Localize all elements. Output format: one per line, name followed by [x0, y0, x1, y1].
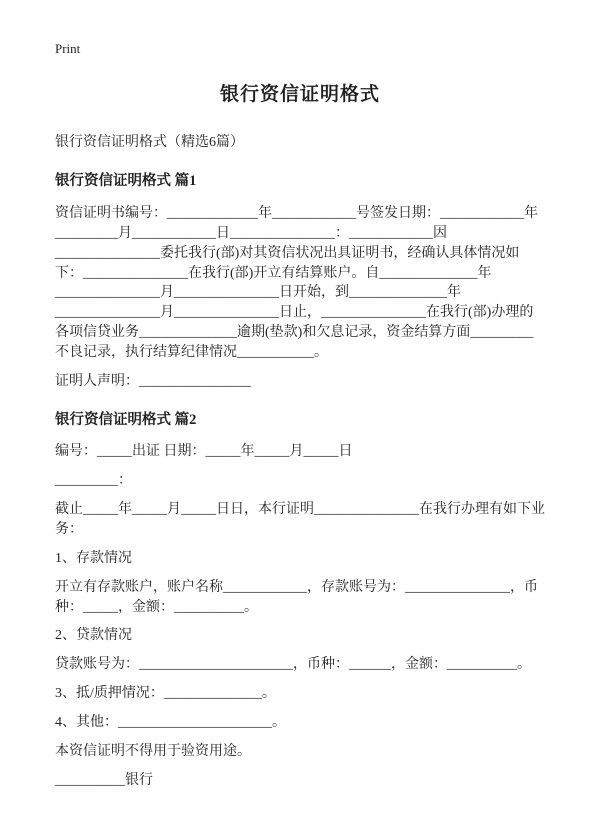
section-2-item-3-line: 3、抵/质押情况：______________。	[55, 686, 276, 702]
section-2-heading: 银行资信证明格式 篇2	[55, 411, 197, 428]
section-2-disclaimer-line: 本资信证明不得用于验资用途。	[55, 743, 251, 759]
section-2-item-1-heading: 1、存款情况	[55, 550, 132, 566]
section-2-blank-line: _________：	[55, 473, 132, 489]
section-2-deposit-detail-line: 开立有存款账户，账户名称____________，存款账号为：_______________，币种：_____，金额：__________。	[55, 579, 538, 615]
section-2-loan-detail-line: 贷款账号为：______________________，币种：______，金额：__________。	[55, 657, 531, 673]
section-2-item-2-heading: 2、贷款情况	[55, 628, 132, 644]
print-button[interactable]: Print	[55, 41, 81, 56]
section-1-declarant-line: 证明人声明：________________	[55, 373, 251, 389]
page-subtitle: 银行资信证明格式（精选6篇）	[55, 135, 244, 151]
section-2-item-4-line: 4、其他：______________________。	[55, 715, 286, 731]
page-title: 银行资信证明格式	[219, 84, 380, 106]
section-2-number-date-line: 编号：_____出证 日期：_____年_____月_____日	[55, 444, 353, 460]
section-2-deadline-line: 截止_____年_____月_____日日，本行证明_______________在我行办理有如下业务：	[55, 502, 545, 537]
section-1-heading: 银行资信证明格式 篇1	[55, 173, 197, 190]
section-2-bank-signature-line: __________银行	[55, 772, 153, 788]
section-1-form-paragraph: 资信证明书编号：_____________年____________号签发日期：____________年_________月____________日_______________：____________因_______________委托我行(部)对其资信状况出具证明书，经确认具体情况如下：_______________在我行(部)开立有结算账户。自______________年_______________月_______________日开始，到______________年_______________月_______________日止，_______________在我行(部)办理的各项信贷业务______________逾期(垫款)和欠息记录，资金结算方面_________不良记录，执行结算纪律情况___________。	[55, 205, 538, 360]
